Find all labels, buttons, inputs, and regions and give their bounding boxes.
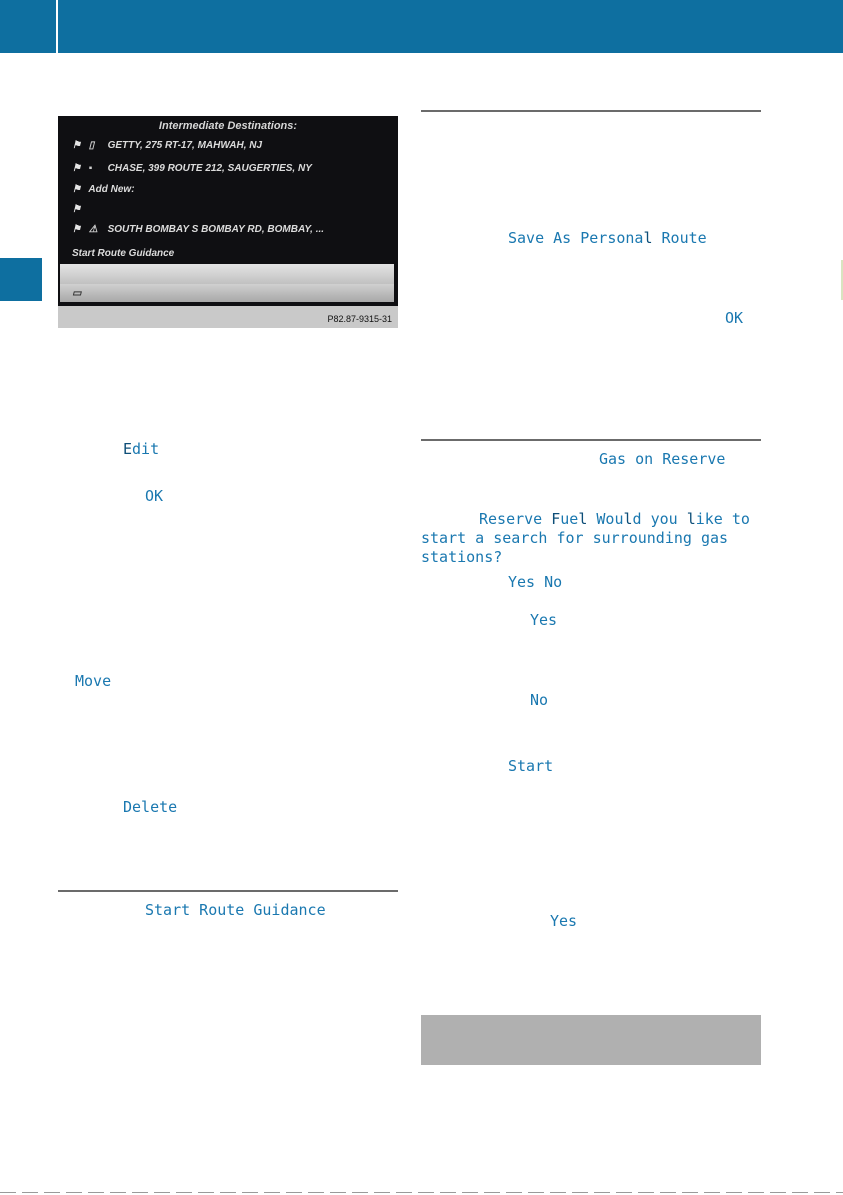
navigation-screenshot xyxy=(58,116,398,328)
flag-icon: ⚑ xyxy=(72,224,81,235)
figure-row-text: Add New: xyxy=(88,184,135,195)
figure-title: Intermediate Destinations: xyxy=(158,120,298,132)
figure-final-destination-row xyxy=(72,224,324,240)
header-bar xyxy=(0,0,843,53)
figure-guidance-text: Start Route Guidance xyxy=(72,248,175,259)
figure-highlight-bar xyxy=(60,264,394,286)
reserve-fuel-message: Reserve Fuel Would you like to start a search for surrounding gas stations? xyxy=(421,510,750,566)
flag-icon: ⚑ xyxy=(72,163,81,174)
figure-row-text: CHASE, 399 ROUTE 212, SAUGERTIES, NY xyxy=(107,163,312,174)
start-keyword: Start xyxy=(508,757,554,775)
save-personal-route-keyword: Save As Personal Route xyxy=(508,229,707,247)
figure-row-text: GETTY, 275 RT-17, MAHWAH, NJ xyxy=(107,140,263,151)
figure-add-new-row xyxy=(72,184,135,200)
flag-icon: ⚑ xyxy=(72,204,81,215)
section-rule xyxy=(58,890,398,892)
chapter-side-tab xyxy=(0,258,42,301)
header-divider xyxy=(56,0,58,53)
section-rule xyxy=(421,110,761,112)
flag-icon: ⚑ xyxy=(72,184,81,195)
figure-selected-bar xyxy=(60,284,394,302)
figure-empty-row xyxy=(72,204,86,220)
start-route-guidance-heading: Start Route Guidance xyxy=(145,901,326,919)
fuel-pump-icon: ▯ xyxy=(88,140,95,151)
ok-keyword: OK xyxy=(145,487,164,505)
edit-keyword: Edit xyxy=(123,440,160,458)
figure-caption: P82.87-9315-31 xyxy=(327,314,392,324)
yes-keyword-second: Yes xyxy=(550,912,578,930)
note-box xyxy=(421,1015,761,1065)
section-rule xyxy=(421,439,761,441)
move-keyword: Move xyxy=(75,672,112,690)
yes-keyword: Yes xyxy=(530,611,558,629)
vehicle-icon: ▭ xyxy=(72,288,82,299)
figure-destination-row xyxy=(72,163,312,179)
yes-no-keywords: Yes No xyxy=(508,573,563,591)
figure-guidance-label xyxy=(72,248,174,264)
bottom-trim-line xyxy=(0,1192,843,1193)
figure-destination-row xyxy=(72,140,262,156)
flag-icon: ⚑ xyxy=(72,140,81,151)
bank-icon: ▪ xyxy=(88,163,93,174)
figure-bar-icon-row xyxy=(72,288,81,304)
no-keyword: No xyxy=(530,691,549,709)
figure-destination-text: SOUTH BOMBAY S BOMBAY RD, BOMBAY, ... xyxy=(107,224,325,235)
delete-keyword: Delete xyxy=(123,798,178,816)
destination-icon: ⚠ xyxy=(88,224,98,235)
gas-on-reserve-heading: Gas on Reserve xyxy=(599,450,726,468)
ok-keyword-right: OK xyxy=(725,309,744,327)
